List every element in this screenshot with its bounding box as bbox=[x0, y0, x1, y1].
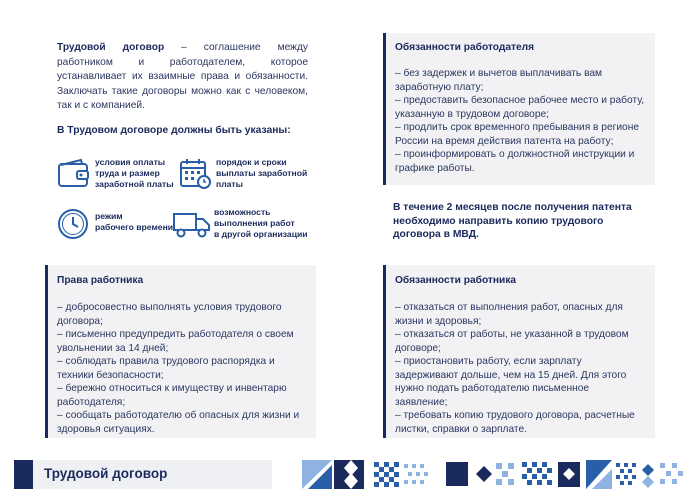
clock-icon bbox=[57, 207, 91, 241]
worker-rights-box bbox=[45, 265, 316, 438]
wallet-icon bbox=[57, 157, 91, 191]
requirement-other-organization bbox=[172, 207, 308, 241]
footer-accent-square bbox=[14, 460, 33, 489]
requirement-text: условия оплаты труда и размер заработной платы bbox=[95, 157, 174, 190]
requirement-working-hours bbox=[57, 207, 173, 241]
worker-duties-box bbox=[383, 265, 655, 438]
worker-duties-title: Обязанности работника bbox=[395, 275, 517, 286]
requirement-text: возможность выполнения работ в другой организации bbox=[214, 207, 308, 240]
ornament-pattern-left bbox=[302, 460, 432, 489]
worker-rights-list: – добросовестно выполнять условия трудового договора; – письменно предупредить работодателя о своем увольнении за 14 дней; – соблюдать правила трудового распорядка и техники безопасности; – бережно относиться к имуществу и инвентарю работодателя; – сообщать работодателю об опасных для жизни и здоровья ситуациях. bbox=[57, 302, 300, 435]
employer-duties-list: – без задержек и вычетов выплачивать вам заработную плату; – предоставить безопасное рабочее место и работу, указанную в трудовом договоре; – продлить срок временного пребывания в регионе России на время действия патента на работу; – проинформировать о должностной инструкции и графике работы. bbox=[395, 68, 645, 174]
footer-title: Трудовой договор bbox=[44, 466, 168, 481]
mvd-note: В течение 2 месяцев после получения патента необходимо направить копию трудового договора в МВД. bbox=[393, 202, 632, 241]
intro-term: Трудовой договор bbox=[57, 42, 165, 53]
truck-icon bbox=[172, 207, 212, 241]
worker-rights-title: Права работника bbox=[57, 275, 144, 286]
intro-text: – соглашение между работником и работодателем, которое устанавливает их взаимные права и обязанности. Заключать такие договоры можно как с человеком, так и с компанией. bbox=[57, 42, 308, 112]
calendar-icon bbox=[178, 157, 212, 191]
employer-duties-box bbox=[383, 33, 655, 185]
requirement-payment-schedule bbox=[178, 157, 307, 191]
intro-paragraph bbox=[57, 41, 308, 114]
requirement-payment-terms bbox=[57, 157, 174, 191]
requirement-text: режим рабочего времени bbox=[95, 211, 174, 233]
worker-duties-list: – отказаться от выполнения работ, опасных для жизни и здоровья; – отказаться от работы, не указанной в трудовом договоре; – приостановить работу, если зарплату задерживают дольше, чем на 15 дней. Для этого нужно подать работодателю письменное заявление; – требовать копию трудового договора, расчетные листки, справки о зарплате. bbox=[395, 302, 635, 435]
requirement-text: порядок и сроки выплаты заработной платы bbox=[216, 157, 308, 190]
ornament-pattern-right bbox=[446, 460, 690, 489]
must-include-heading: В Трудовом договоре должны быть указаны: bbox=[57, 125, 291, 136]
employer-duties-title: Обязанности работодателя bbox=[395, 42, 535, 53]
